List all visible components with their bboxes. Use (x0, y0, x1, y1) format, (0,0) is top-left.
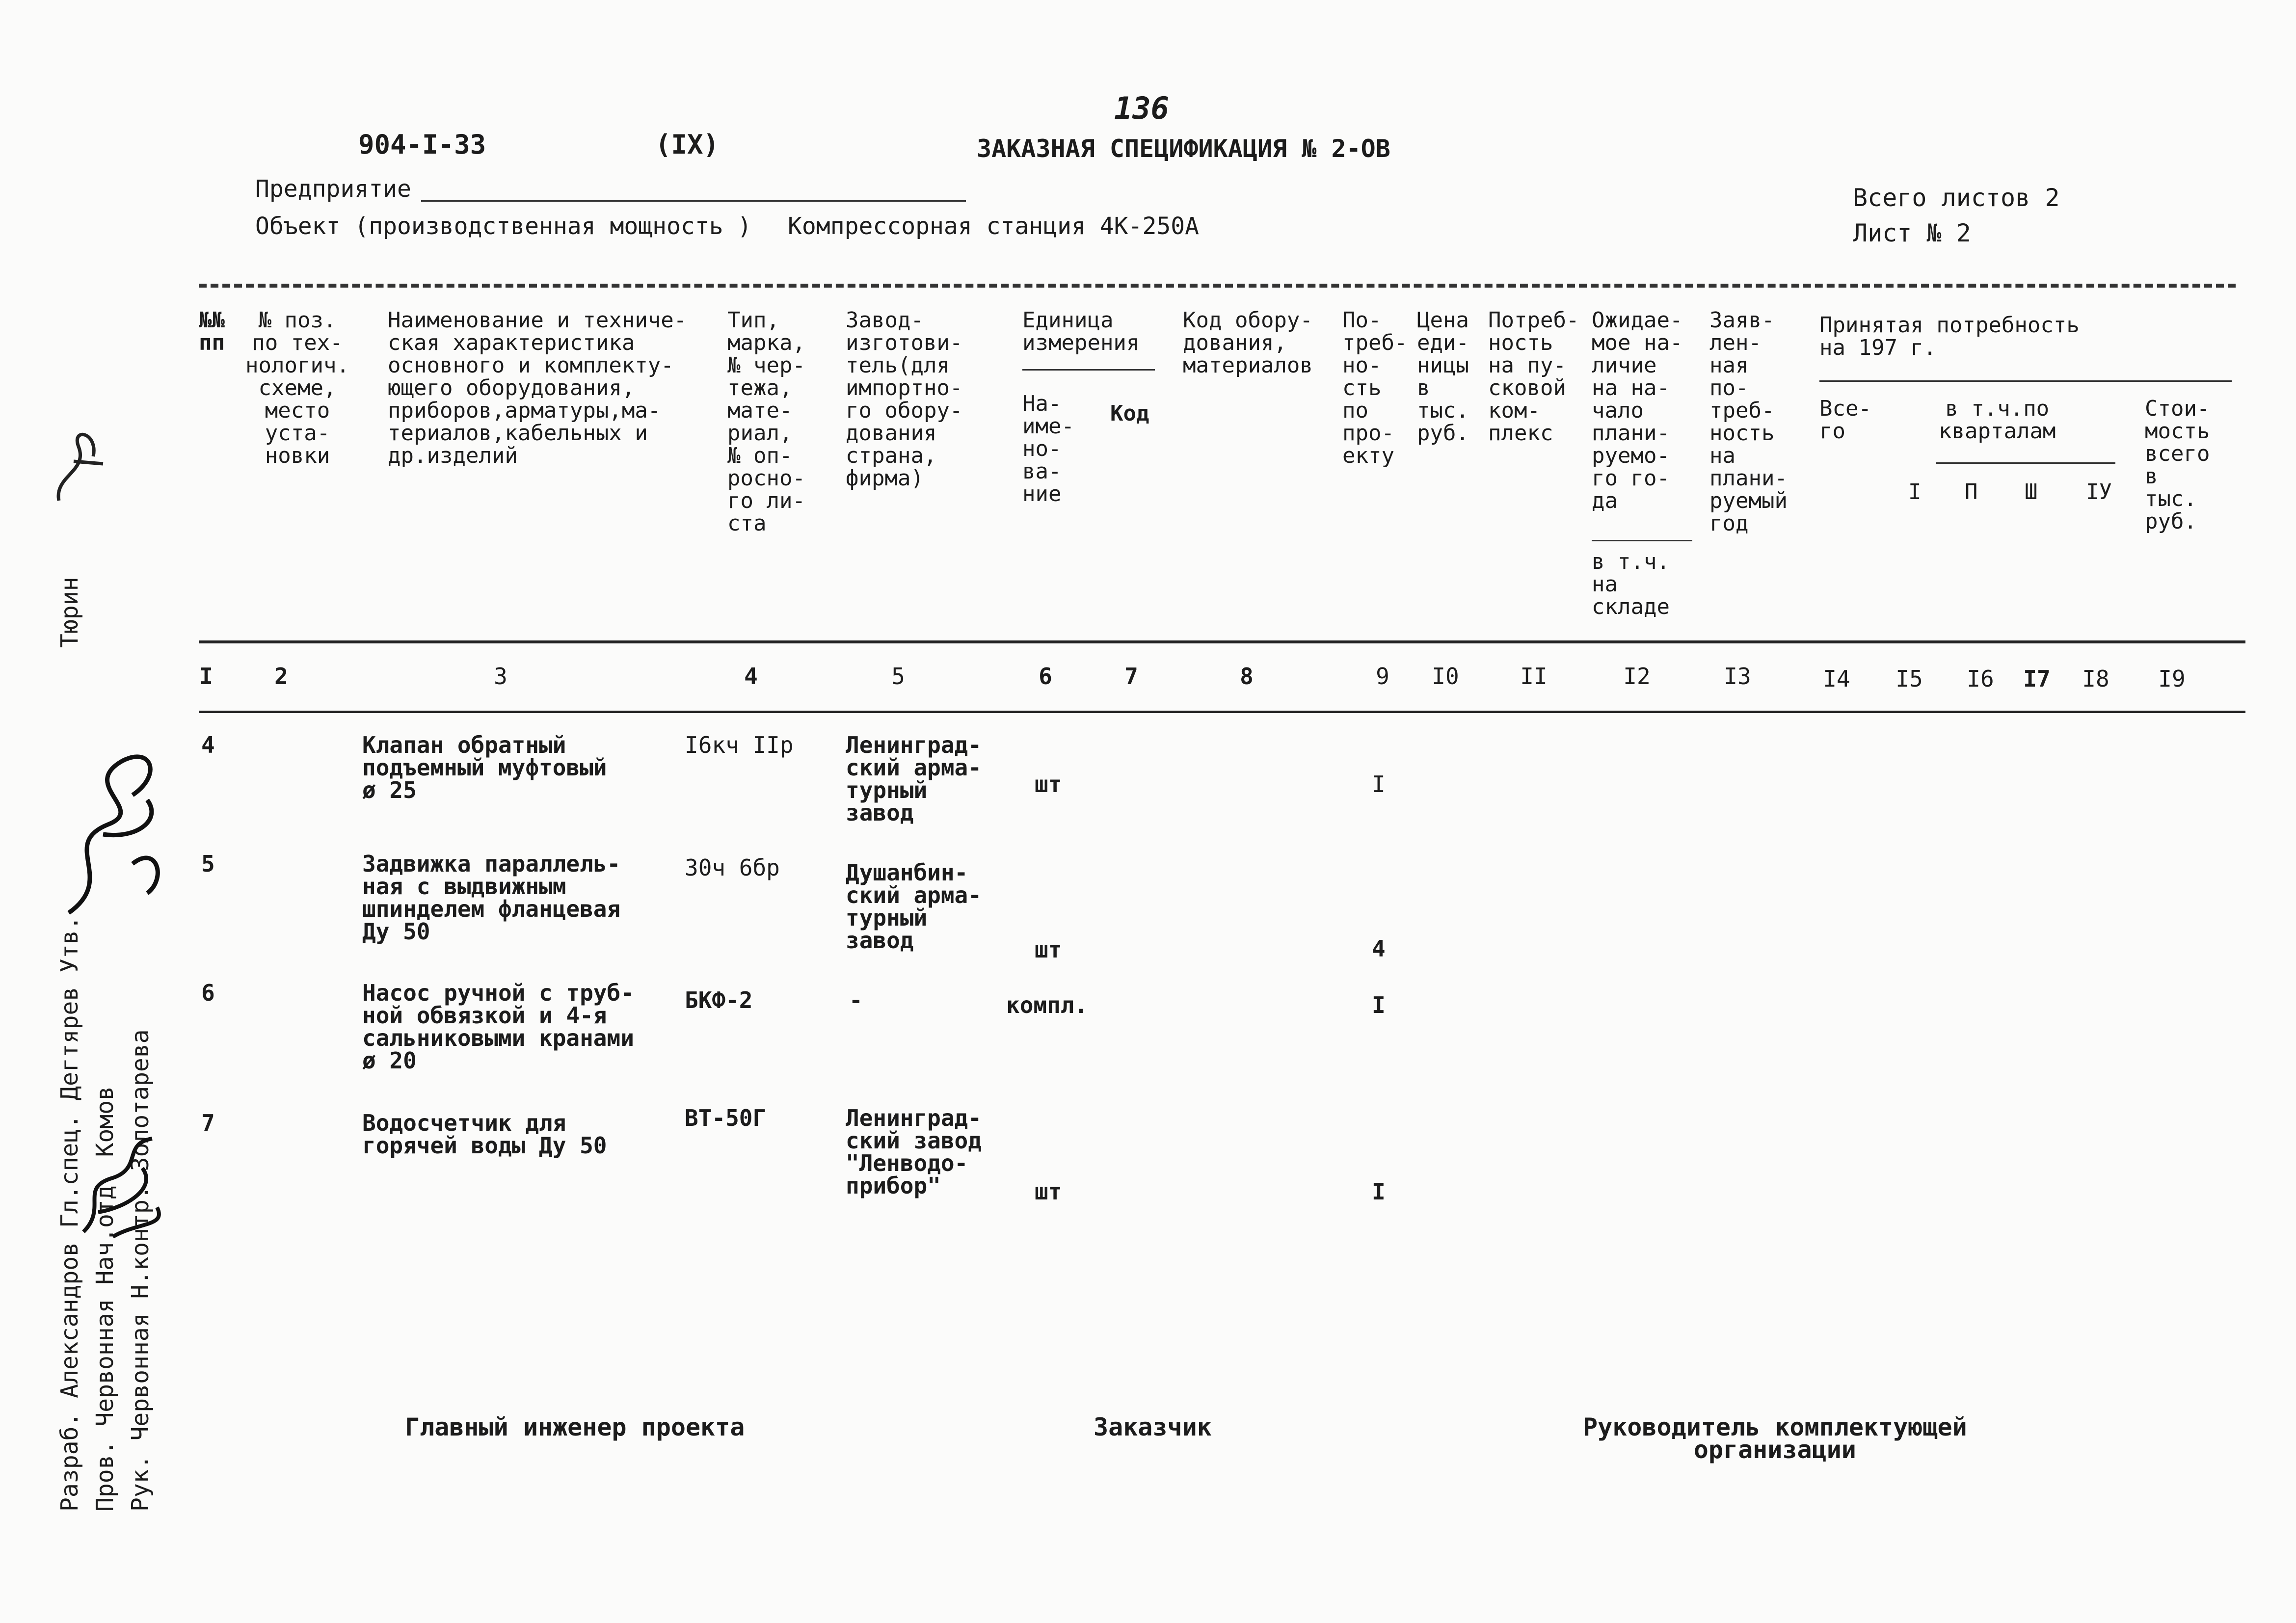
col-header-declared-need: Заяв- лен- ная по- треб- ность на плани- руемый год (1709, 308, 1788, 536)
col-header-unit-code: Код (1110, 401, 1149, 426)
row-unit: шт (1035, 1178, 1062, 1205)
column-number: 7 (1124, 663, 1138, 690)
column-number: 2 (274, 663, 288, 690)
col-header-accepted-need: Принятая потребность на 197 г. (1819, 313, 2080, 360)
column-number: I2 (1623, 663, 1651, 690)
row-manufacturer: Ленинград- ский завод "Ленводо- прибор" (846, 1105, 982, 1199)
signature-chief-specialist (49, 717, 177, 923)
row-manufacturer: - (849, 987, 863, 1013)
signature-checkers (69, 1124, 177, 1242)
row-item-no: 7 (201, 1110, 215, 1136)
object-value: Компрессорная станция 4К-250А (788, 213, 1200, 240)
column-number: 8 (1240, 663, 1254, 690)
column-number: 6 (1039, 663, 1052, 690)
col-header-startup-need: Потреб- ность на пу- сковой ком- плекс (1488, 308, 1579, 446)
sheet-number: Лист № 2 (1853, 219, 1971, 247)
row-item-no: 6 (201, 980, 215, 1006)
col-header-manufacturer: Завод- изготови- тель(для импортно- го обору- дования страна, фирма) (846, 308, 963, 491)
column-number: 5 (891, 663, 905, 690)
quarters-group-rule (1936, 462, 2115, 464)
stamp-line-head: Рук. Червонная Н.контр. Золотарева (127, 1029, 154, 1512)
row-type: 30ч 6бр (685, 854, 780, 881)
enterprise-underline (421, 200, 966, 202)
signature-approver (44, 417, 113, 506)
accepted-group-rule (1819, 380, 2232, 382)
row-name: Насос ручной с труб- ной обвязкой и 4-я сальниковыми кранами ø 20 (362, 980, 634, 1074)
row-type: I6кч IIр (685, 732, 794, 758)
col-header-unit-group: Единица измерения (1022, 308, 1140, 355)
stamp-line-checker: Пров. Червонная Нач.отд. Комов (91, 1086, 119, 1512)
row-name: Водосчетчик для горячей воды Ду 50 (362, 1110, 607, 1159)
row-unit: шт (1035, 936, 1062, 963)
column-number: 3 (494, 663, 507, 690)
col-header-name: Наименование и техниче- ская характеристика основного и комплекту- ющего оборудования, приборов,арматуры,ма- териалов,кабельных и др.изделий (388, 308, 687, 468)
column-number: I3 (1724, 663, 1751, 690)
col-header-equipment-code: Код обору- дования, материалов (1183, 308, 1313, 378)
row-quantity: I (1372, 1178, 1386, 1205)
customer-label: Заказчик (1094, 1413, 1212, 1441)
row-manufacturer: Душанбин- ский арма- турный завод (846, 859, 982, 954)
col-header-item-no: №№ пп (199, 308, 225, 355)
column-number: I4 (1823, 665, 1850, 692)
row-item-no: 4 (201, 732, 215, 758)
col-header-unit-price: Цена еди- ницы в тыс. руб. (1417, 308, 1469, 446)
row-item-no: 5 (201, 851, 215, 877)
column-number: I7 (2023, 665, 2051, 692)
column-numbers-rule (199, 711, 2245, 713)
col-header-project-need: По- треб- но- сть по про- екту (1342, 308, 1408, 468)
col-header-position: № поз. по тех- нологич. схеме, место уста- новки (245, 308, 349, 468)
col-header-quarters: в т.ч.по кварталам (1939, 396, 2056, 444)
row-unit: компл. (1006, 992, 1088, 1018)
row-name: Клапан обратный подъемный муфтовый ø 25 (362, 732, 607, 803)
col-header-type: Тип, марка, № чер- тежа, мате- риал, № оп- росно- го ли- ста (727, 308, 805, 536)
row-name: Задвижка параллель- ная с выдвижным шпинделем фланцевая Ду 50 (362, 851, 621, 945)
col-header-q3: Ш (2025, 479, 2038, 505)
column-number: II (1520, 663, 1548, 690)
total-sheets: Всего листов 2 (1853, 184, 2060, 212)
column-number: I0 (1432, 663, 1459, 690)
row-quantity: I (1372, 992, 1386, 1018)
c12-sub-rule (1592, 540, 1692, 541)
supplier-head-label: Руководитель комплектующей организации (1583, 1413, 1967, 1464)
col-header-q2: П (1965, 479, 1978, 505)
stamp-line-developer: Разраб. Александров Гл.спец. Дегтярев Утв. (56, 916, 83, 1512)
stamp-approver: Тюрин (56, 577, 83, 648)
column-number: 4 (744, 663, 758, 690)
object-label: Объект (производственная мощность ) (255, 213, 752, 240)
row-type: ВТ-50Г (685, 1105, 767, 1131)
col-header-q1: I (1908, 479, 1922, 505)
row-unit: шт (1035, 771, 1062, 798)
header-bottom-rule (199, 640, 2245, 643)
table-top-rule (199, 284, 2236, 288)
document-title: ЗАКАЗНАЯ СПЕЦИФИКАЦИЯ № 2-ОВ (977, 134, 1390, 163)
col-header-in-warehouse: в т.ч. на складе (1592, 549, 1670, 619)
section-number: (IX) (655, 129, 720, 160)
column-number: I6 (1967, 665, 1994, 692)
column-number: I (199, 663, 213, 690)
col-header-q4: IУ (2086, 479, 2112, 505)
enterprise-label: Предприятие (255, 175, 411, 203)
unit-group-rule (1022, 369, 1155, 371)
col-header-cost: Стои- мость всего в тыс. руб. (2145, 396, 2210, 534)
col-header-expected-stock: Ожидае- мое на- личие на на- чало плани- руемо- го го- да (1592, 308, 1683, 513)
page-number: 136 (1114, 90, 1169, 126)
col-header-unit-name: На- име- но- ва- ние (1022, 391, 1074, 506)
column-number: I5 (1896, 665, 1923, 692)
row-manufacturer: Ленинград- ский арма- турный завод (846, 732, 982, 826)
row-quantity: 4 (1372, 935, 1386, 962)
col-header-total: Все- го (1819, 396, 1871, 444)
column-number: I8 (2082, 665, 2109, 692)
chief-engineer-label: Главный инженер проекта (405, 1413, 745, 1441)
column-number: 9 (1376, 663, 1389, 690)
row-quantity: I (1372, 771, 1386, 798)
row-type: БКФ-2 (685, 987, 753, 1013)
column-number: I9 (2158, 665, 2186, 692)
document-code: 904-I-33 (358, 129, 486, 160)
